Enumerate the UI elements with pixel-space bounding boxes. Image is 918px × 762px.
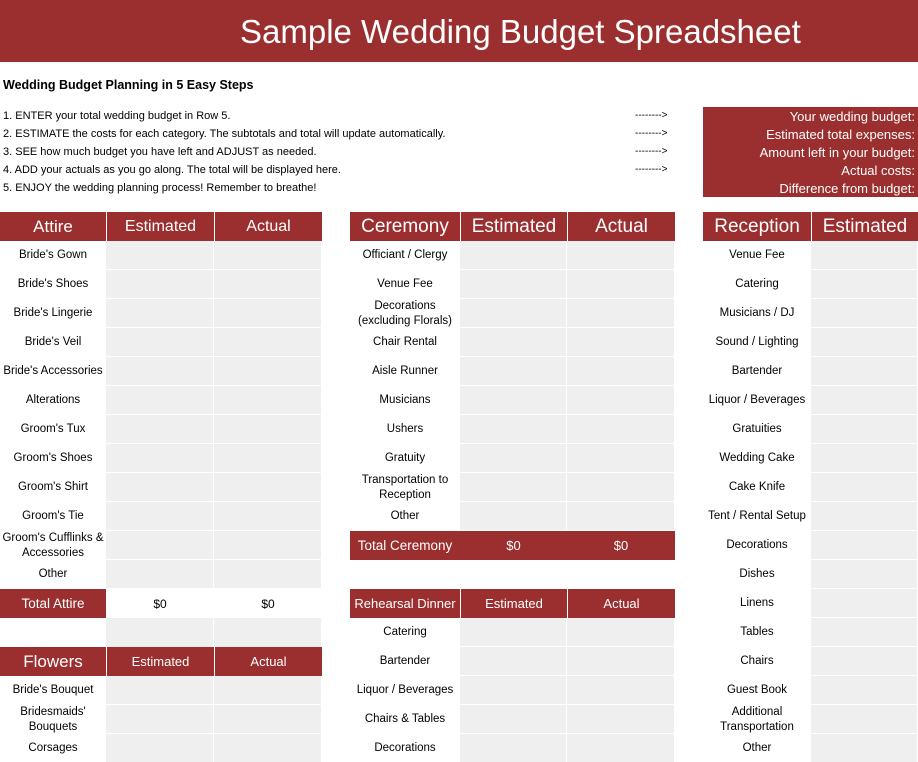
attire-actual-cell[interactable] bbox=[214, 473, 322, 502]
attire-actual-cell[interactable] bbox=[214, 328, 322, 357]
attire-total-estimated: $0 bbox=[153, 596, 167, 611]
attire-estimated-cell[interactable] bbox=[106, 444, 214, 473]
step-4: 4. ADD your actuals as you go along. The total will be displayed here. bbox=[3, 164, 341, 176]
step-2: 2. ESTIMATE the costs for each category. The subtotals and total will update automatically. bbox=[3, 128, 446, 140]
reception-item-label: Dishes bbox=[739, 568, 775, 580]
flowers-estimated-cell[interactable] bbox=[106, 705, 214, 734]
reception-item-label: Catering bbox=[735, 278, 779, 290]
ceremony-col-estimated: Estimated bbox=[460, 212, 567, 241]
attire-item-label: Bride's Veil bbox=[24, 336, 82, 348]
step-arrow: --------> bbox=[635, 128, 668, 139]
rehearsal-item-label: Decorations bbox=[374, 742, 436, 754]
spacer-cell bbox=[106, 618, 214, 647]
ceremony-item-label: Venue Fee bbox=[377, 278, 433, 290]
flowers-estimated-cell[interactable] bbox=[106, 734, 214, 762]
rehearsal-col-estimated: Estimated bbox=[460, 589, 567, 618]
reception-estimated-cell[interactable] bbox=[811, 560, 918, 589]
rehearsal-estimated-cell[interactable] bbox=[460, 734, 567, 762]
attire-actual-cell[interactable] bbox=[214, 502, 322, 531]
ceremony-item-label: Chair Rental bbox=[373, 336, 437, 348]
step-5: 5. ENJOY the wedding planning process! Remember to breathe! bbox=[3, 182, 317, 194]
flowers-estimated-cell[interactable] bbox=[106, 676, 214, 705]
reception-estimated-cell[interactable] bbox=[811, 647, 918, 676]
attire-actual-cell[interactable] bbox=[214, 560, 322, 589]
flowers-actual-cell[interactable] bbox=[214, 734, 322, 762]
rehearsal-estimated-cell[interactable] bbox=[460, 618, 567, 647]
reception-estimated-cell[interactable] bbox=[811, 618, 918, 647]
rehearsal-item-label: Chairs & Tables bbox=[364, 713, 446, 725]
ceremony-actual-cell[interactable] bbox=[567, 299, 675, 328]
ceremony-estimated-cell[interactable] bbox=[460, 328, 567, 357]
flowers-header: Flowers bbox=[0, 647, 106, 676]
reception-item-label: Cake Knife bbox=[728, 481, 786, 493]
reception-estimated-cell[interactable] bbox=[811, 357, 918, 386]
ceremony-estimated-cell[interactable] bbox=[460, 357, 567, 386]
attire-item-label: Other bbox=[38, 568, 68, 580]
rehearsal-actual-cell[interactable] bbox=[567, 618, 675, 647]
reception-item-label: Liquor / Beverages bbox=[708, 394, 806, 406]
step-arrow: --------> bbox=[635, 110, 668, 121]
reception-estimated-cell[interactable] bbox=[811, 531, 918, 560]
attire-actual-cell[interactable] bbox=[214, 444, 322, 473]
reception-item-label: Venue Fee bbox=[729, 249, 785, 261]
reception-item-label: Musicians / DJ bbox=[719, 307, 795, 319]
reception-estimated-cell[interactable] bbox=[811, 415, 918, 444]
ceremony-actual-cell[interactable] bbox=[567, 415, 675, 444]
rehearsal-actual-cell[interactable] bbox=[567, 734, 675, 762]
budget-summary-panel bbox=[703, 107, 918, 197]
flowers-item-label: Corsages bbox=[28, 742, 78, 754]
reception-col-estimated: Estimated bbox=[811, 212, 918, 241]
attire-item-label: Groom's Shirt bbox=[18, 481, 88, 493]
ceremony-item-label: Gratuity bbox=[384, 452, 426, 464]
step-3: 3. SEE how much budget you have left and ADJUST as needed. bbox=[3, 146, 317, 158]
reception-item-label: Other bbox=[742, 742, 772, 754]
ceremony-total-label: Total Ceremony bbox=[350, 531, 460, 560]
reception-estimated-cell[interactable] bbox=[811, 386, 918, 415]
rehearsal-actual-cell[interactable] bbox=[567, 705, 675, 734]
attire-estimated-cell[interactable] bbox=[106, 241, 214, 270]
ceremony-item-label: Aisle Runner bbox=[372, 365, 438, 377]
summary-difference: Difference from budget: bbox=[779, 181, 915, 196]
ceremony-actual-cell[interactable] bbox=[567, 386, 675, 415]
flowers-item-label: Bride's Bouquet bbox=[12, 684, 94, 696]
attire-total-actual: $0 bbox=[261, 596, 275, 611]
rehearsal-item-label: Bartender bbox=[379, 655, 431, 667]
spacer-cell bbox=[214, 618, 322, 647]
summary-amount-left: Amount left in your budget: bbox=[759, 145, 915, 160]
attire-item-label: Bride's Accessories bbox=[3, 365, 103, 377]
reception-estimated-cell[interactable] bbox=[811, 270, 918, 299]
ceremony-item-label: Decorations (excluding Florals) bbox=[358, 299, 452, 327]
attire-item-label: Groom's Shoes bbox=[13, 452, 93, 464]
attire-total-label: Total Attire bbox=[0, 589, 106, 618]
ceremony-item-label: Officiant / Clergy bbox=[362, 249, 448, 261]
step-arrow: --------> bbox=[635, 164, 668, 175]
ceremony-actual-cell[interactable] bbox=[567, 357, 675, 386]
rehearsal-item-label: Liquor / Beverages bbox=[356, 684, 454, 696]
attire-item-label: Alterations bbox=[25, 394, 81, 406]
attire-estimated-cell[interactable] bbox=[106, 415, 214, 444]
ceremony-actual-cell[interactable] bbox=[567, 241, 675, 270]
steps-heading: Wedding Budget Planning in 5 Easy Steps bbox=[3, 78, 254, 92]
reception-item-label: Linens bbox=[740, 597, 774, 609]
ceremony-col-actual: Actual bbox=[567, 212, 675, 241]
reception-item-label: Wedding Cake bbox=[719, 452, 795, 464]
attire-actual-cell[interactable] bbox=[214, 299, 322, 328]
attire-item-label: Bride's Gown bbox=[18, 249, 88, 261]
reception-estimated-cell[interactable] bbox=[811, 705, 918, 734]
rehearsal-header: Rehearsal Dinner bbox=[350, 589, 460, 618]
flowers-col-estimated: Estimated bbox=[106, 647, 214, 676]
ceremony-estimated-cell[interactable] bbox=[460, 386, 567, 415]
reception-estimated-cell[interactable] bbox=[811, 676, 918, 705]
reception-item-label: Tent / Rental Setup bbox=[708, 510, 806, 522]
attire-estimated-cell[interactable] bbox=[106, 299, 214, 328]
ceremony-actual-cell[interactable] bbox=[567, 473, 675, 502]
flowers-col-actual: Actual bbox=[214, 647, 322, 676]
attire-item-label: Groom's Tux bbox=[20, 423, 86, 435]
flowers-item-label: Bridesmaids' Bouquets bbox=[20, 705, 86, 733]
ceremony-total-actual: $0 bbox=[567, 531, 675, 560]
ceremony-item-label: Musicians bbox=[379, 394, 431, 406]
ceremony-estimated-cell[interactable] bbox=[460, 473, 567, 502]
reception-item-label: Gratuities bbox=[732, 423, 782, 435]
ceremony-estimated-cell[interactable] bbox=[460, 502, 567, 531]
ceremony-estimated-cell[interactable] bbox=[460, 415, 567, 444]
reception-item-label: Tables bbox=[740, 626, 774, 638]
rehearsal-col-actual: Actual bbox=[567, 589, 675, 618]
reception-estimated-cell[interactable] bbox=[811, 328, 918, 357]
ceremony-item-label: Transportation to Reception bbox=[361, 473, 449, 501]
rehearsal-estimated-cell[interactable] bbox=[460, 705, 567, 734]
attire-col-estimated: Estimated bbox=[106, 212, 214, 241]
title-banner bbox=[0, 0, 918, 62]
rehearsal-item-label: Catering bbox=[383, 626, 427, 638]
attire-actual-cell[interactable] bbox=[214, 357, 322, 386]
ceremony-actual-cell[interactable] bbox=[567, 444, 675, 473]
summary-wedding-budget: Your wedding budget: bbox=[789, 109, 915, 124]
attire-item-label: Bride's Shoes bbox=[17, 278, 89, 290]
page-title: Sample Wedding Budget Spreadsheet bbox=[240, 13, 801, 50]
attire-actual-cell[interactable] bbox=[214, 241, 322, 270]
ceremony-estimated-cell[interactable] bbox=[460, 299, 567, 328]
reception-estimated-cell[interactable] bbox=[811, 444, 918, 473]
flowers-actual-cell[interactable] bbox=[214, 676, 322, 705]
reception-estimated-cell[interactable] bbox=[811, 502, 918, 531]
reception-item-label: Bartender bbox=[731, 365, 783, 377]
ceremony-item-label: Ushers bbox=[386, 423, 424, 435]
ceremony-total-estimated: $0 bbox=[460, 531, 567, 560]
reception-estimated-cell[interactable] bbox=[811, 589, 918, 618]
rehearsal-estimated-cell[interactable] bbox=[460, 647, 567, 676]
rehearsal-estimated-cell[interactable] bbox=[460, 676, 567, 705]
rehearsal-actual-cell[interactable] bbox=[567, 647, 675, 676]
ceremony-header: Ceremony bbox=[350, 212, 460, 241]
step-1: 1. ENTER your total wedding budget in Row 5. bbox=[3, 110, 231, 122]
attire-item-label: Groom's Cufflinks & Accessories bbox=[2, 531, 104, 559]
reception-estimated-cell[interactable] bbox=[811, 473, 918, 502]
attire-estimated-cell[interactable] bbox=[106, 357, 214, 386]
attire-col-actual: Actual bbox=[214, 212, 322, 241]
step-arrow: --------> bbox=[635, 146, 668, 157]
reception-estimated-cell[interactable] bbox=[811, 299, 918, 328]
ceremony-item-label: Other bbox=[390, 510, 420, 522]
attire-estimated-cell[interactable] bbox=[106, 270, 214, 299]
attire-header: Attire bbox=[0, 212, 106, 241]
attire-item-label: Bride's Lingerie bbox=[13, 307, 93, 319]
attire-actual-cell[interactable] bbox=[214, 386, 322, 415]
reception-item-label: Sound / Lighting bbox=[715, 336, 799, 348]
attire-estimated-cell[interactable] bbox=[106, 328, 214, 357]
reception-header: Reception bbox=[703, 212, 811, 241]
attire-item-label: Groom's Tie bbox=[22, 510, 84, 522]
reception-item-label: Chairs bbox=[740, 655, 774, 667]
rehearsal-actual-cell[interactable] bbox=[567, 676, 675, 705]
reception-estimated-cell[interactable] bbox=[811, 734, 918, 762]
ceremony-actual-cell[interactable] bbox=[567, 502, 675, 531]
attire-actual-cell[interactable] bbox=[214, 270, 322, 299]
ceremony-estimated-cell[interactable] bbox=[460, 270, 567, 299]
ceremony-actual-cell[interactable] bbox=[567, 270, 675, 299]
summary-estimated-total: Estimated total expenses: bbox=[766, 127, 915, 142]
summary-actual-costs: Actual costs: bbox=[841, 163, 915, 178]
attire-estimated-cell[interactable] bbox=[106, 386, 214, 415]
attire-estimated-cell[interactable] bbox=[106, 531, 214, 560]
reception-item-label: Additional Transportation bbox=[720, 705, 794, 733]
attire-actual-cell[interactable] bbox=[214, 415, 322, 444]
ceremony-actual-cell[interactable] bbox=[567, 328, 675, 357]
flowers-actual-cell[interactable] bbox=[214, 705, 322, 734]
attire-estimated-cell[interactable] bbox=[106, 560, 214, 589]
reception-estimated-cell[interactable] bbox=[811, 241, 918, 270]
attire-estimated-cell[interactable] bbox=[106, 502, 214, 531]
ceremony-estimated-cell[interactable] bbox=[460, 444, 567, 473]
reception-item-label: Guest Book bbox=[726, 684, 788, 696]
attire-actual-cell[interactable] bbox=[214, 531, 322, 560]
reception-item-label: Decorations bbox=[726, 539, 788, 551]
attire-estimated-cell[interactable] bbox=[106, 473, 214, 502]
ceremony-estimated-cell[interactable] bbox=[460, 241, 567, 270]
